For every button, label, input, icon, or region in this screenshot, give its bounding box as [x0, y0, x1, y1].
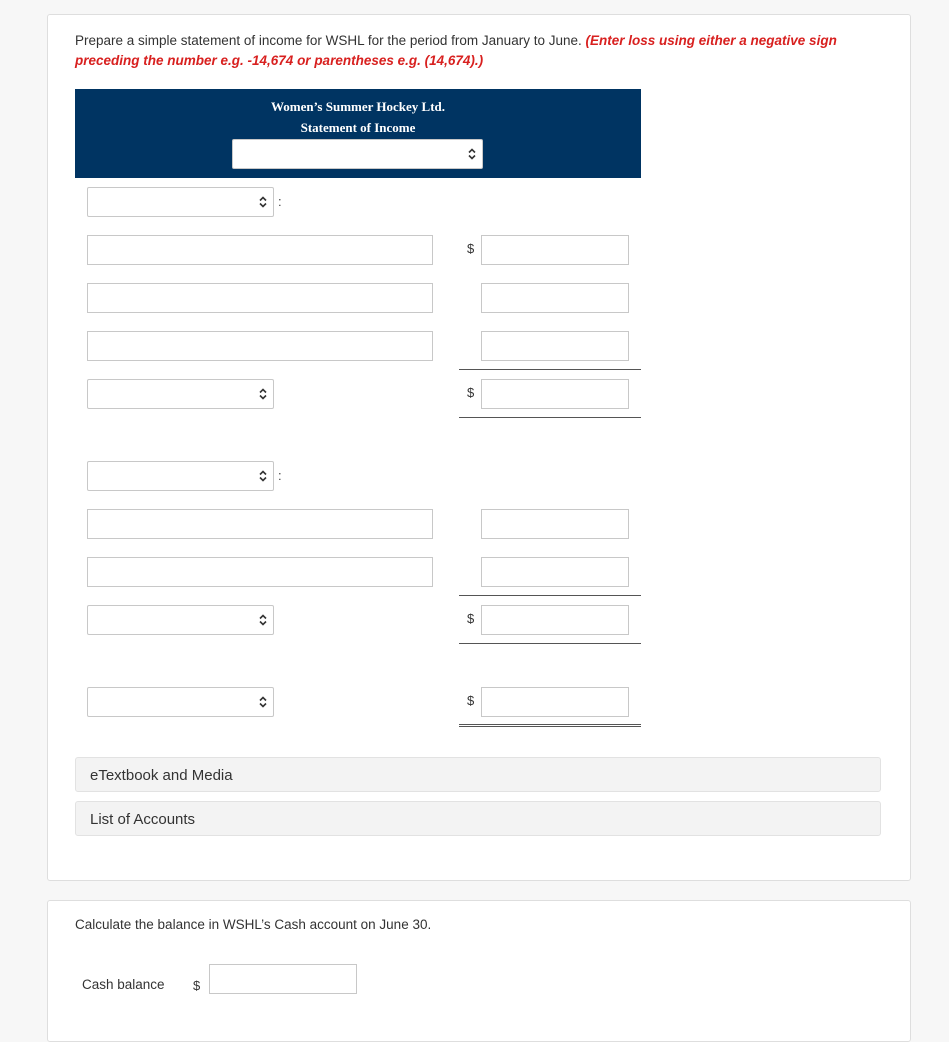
amount-input-3[interactable]: [481, 331, 629, 361]
instructions: [75, 31, 875, 71]
total-line: [459, 417, 641, 418]
colon-1: :: [278, 194, 282, 209]
net-income-input[interactable]: [481, 687, 629, 717]
account-input-3[interactable]: [87, 331, 433, 361]
dollar-sign: $: [467, 611, 475, 626]
instructions-note: (Enter loss using either a negative sign preceding the number e.g. -14,674 or parentheses e.g. (14,674).): [75, 33, 837, 68]
total-input-1[interactable]: [481, 379, 629, 409]
account-input-4[interactable]: [87, 509, 433, 539]
instructions-text: Prepare a simple statement of income for WSHL for the period from January to June.: [75, 33, 582, 48]
dollar-sign: $: [193, 978, 201, 993]
subtotal-line: [459, 595, 641, 596]
statement-title: Statement of Income: [300, 120, 416, 135]
dollar-sign: $: [467, 385, 475, 400]
total-line: [459, 643, 641, 644]
chevron-up-down-icon: [467, 147, 477, 161]
statement-header: [75, 89, 641, 178]
period-select[interactable]: [232, 139, 483, 169]
net-income-select[interactable]: [87, 687, 274, 717]
chevron-up-down-icon: [258, 387, 268, 401]
total-select-1[interactable]: [87, 379, 274, 409]
dollar-sign: $: [467, 693, 475, 708]
chevron-up-down-icon: [258, 469, 268, 483]
amount-input-4[interactable]: [481, 509, 629, 539]
question-card-cash-balance: [47, 900, 911, 1042]
chevron-up-down-icon: [258, 195, 268, 209]
account-input-1[interactable]: [87, 235, 433, 265]
amount-input-2[interactable]: [481, 283, 629, 313]
cash-question-text: Calculate the balance in WSHL’s Cash account on June 30.: [75, 917, 432, 932]
account-input-2[interactable]: [87, 283, 433, 313]
section-heading-select-1[interactable]: [87, 187, 274, 217]
amount-input-1[interactable]: [481, 235, 629, 265]
account-input-5[interactable]: [87, 557, 433, 587]
list-of-accounts-link[interactable]: List of Accounts: [75, 801, 881, 836]
question-card-income-statement: [47, 14, 911, 881]
double-underline: [459, 724, 641, 727]
chevron-up-down-icon: [258, 695, 268, 709]
section-heading-select-2[interactable]: [87, 461, 274, 491]
dollar-sign: $: [467, 241, 475, 256]
company-name: Women’s Summer Hockey Ltd.: [270, 99, 446, 114]
chevron-up-down-icon: [258, 613, 268, 627]
cash-balance-label: Cash balance: [82, 977, 165, 992]
total-input-2[interactable]: [481, 605, 629, 635]
colon-2: :: [278, 468, 282, 483]
total-select-2[interactable]: [87, 605, 274, 635]
amount-input-5[interactable]: [481, 557, 629, 587]
etextbook-media-link[interactable]: eTextbook and Media: [75, 757, 881, 792]
cash-balance-input[interactable]: [209, 964, 357, 994]
subtotal-line: [459, 369, 641, 370]
